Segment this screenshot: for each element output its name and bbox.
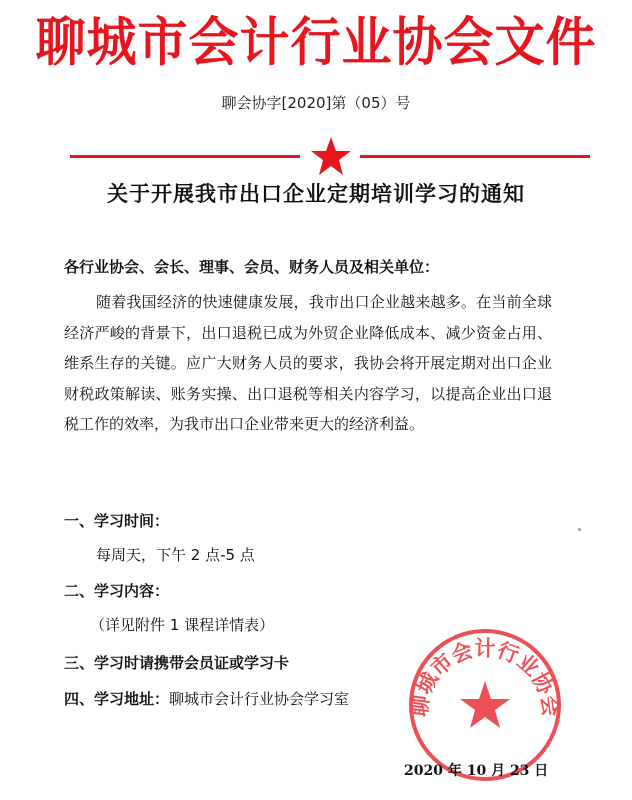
document-date: 2020 年 10 月 23 日 xyxy=(404,763,549,779)
item-study-content-value: （详见附件 1 课程详情表） xyxy=(90,616,275,634)
header-rule-left xyxy=(70,155,300,158)
item-bring-card: 三、学习时请携带会员证或学习卡 xyxy=(64,654,290,672)
document-number: 聊会协字[2020]第（05）号 xyxy=(221,94,411,112)
notice-title: 关于开展我市出口企业定期培训学习的通知 xyxy=(107,181,525,206)
header-rule-right xyxy=(360,155,590,158)
item-study-content-label: 二、学习内容： xyxy=(64,582,170,600)
stray-dot xyxy=(578,528,581,531)
document-header-title: 聊城市会计行业协会文件 xyxy=(35,10,597,73)
notice-body: 随着我国经济的快速健康发展，我市出口企业越来越多。在当前全球经济严峻的背景下，出口退税已成为外贸企业降低成本、减少资金占用、维系生存的关键。应广大财务人员的要求，我协会将开展定期对出口企业财税政策解读、账务实操、出口退税等相关内容学习，以提高企业出口退税工作的效率，为我市出口企业带来更大的经济利益。 xyxy=(64,293,552,433)
item-study-time-value: 每周天，下午 2 点-5 点 xyxy=(96,546,255,564)
seal-text: 聊城市会计行业协会 xyxy=(406,635,564,718)
red-star-icon xyxy=(310,136,352,176)
item-study-time-label: 一、学习时间： xyxy=(64,512,170,530)
item-study-address: 四、学习地址：聊城市会计行业协会学习室 xyxy=(64,690,350,708)
salutation: 各行业协会、会长、理事、会员、财务人员及相关单位： xyxy=(64,258,440,276)
